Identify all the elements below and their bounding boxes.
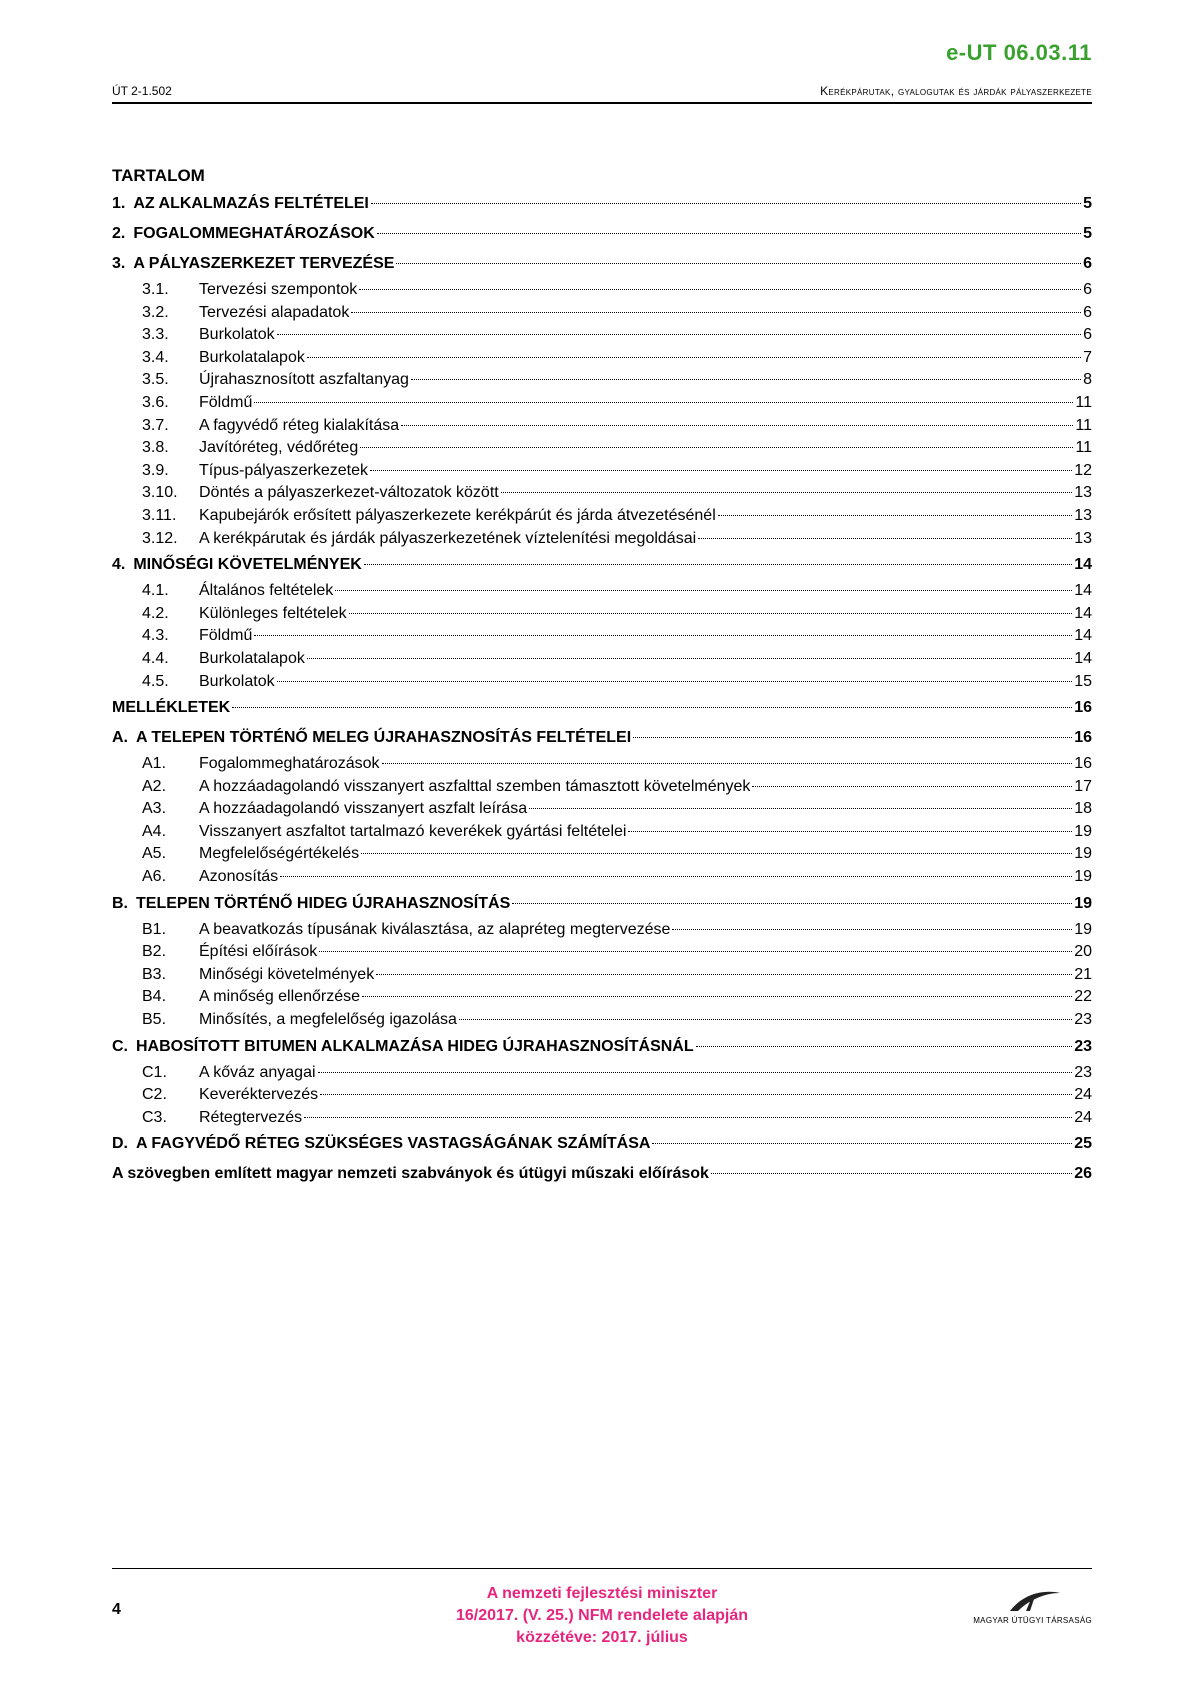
toc-subsection-entry[interactable] [112, 302, 1092, 325]
toc-dot-leader [501, 492, 1073, 493]
toc-entry-number: C1. [142, 1063, 167, 1081]
toc-entry-number: B2. [142, 943, 167, 961]
toc-entry-title: Földmű [199, 627, 253, 645]
table-of-contents [112, 163, 1092, 1189]
toc-dot-leader [370, 470, 1072, 471]
toc-entry-number: 3.12. [142, 529, 178, 547]
toc-entry-number: C. [112, 1037, 128, 1055]
toc-entry-page: 11 [1075, 439, 1092, 457]
toc-subsection-entry[interactable] [112, 625, 1092, 648]
toc-entry-title: Kapubejárók erősített pályaszerkezete kerékpárút és járda átvezetésénél [199, 506, 716, 524]
toc-entry-number: B5. [142, 1011, 167, 1029]
toc-section-entry[interactable] [112, 1159, 1092, 1189]
toc-section-entry[interactable] [112, 189, 1092, 219]
toc-dot-leader [254, 635, 1072, 636]
toc-entry-title: Visszanyert aszfaltot tartalmazó keverékek gyártási feltételei [199, 822, 627, 840]
toc-entry-number: A3. [142, 800, 167, 818]
toc-dot-leader [633, 737, 1072, 738]
toc-entry-page: 14 [1074, 649, 1092, 667]
toc-entry-page: 6 [1083, 326, 1092, 344]
toc-dot-leader [318, 1072, 1073, 1073]
toc-subsection-entry[interactable] [112, 392, 1092, 415]
toc-entry-number: 3.9. [142, 461, 169, 479]
toc-entry-page: 5 [1083, 225, 1092, 242]
header-document-title: Kerékpárutak, gyalogutak és járdák pályaszerkezete [820, 84, 1092, 98]
toc-entry-title: A hozzáadagolandó visszanyert aszfalttal szemben támasztott követelmények [199, 777, 751, 795]
toc-section-entry[interactable] [112, 723, 1092, 753]
toc-dot-leader [371, 203, 1081, 204]
toc-dot-leader [752, 786, 1072, 787]
toc-entry-title: Tervezési alapadatok [199, 303, 350, 321]
toc-entry-title: FOGALOMMEGHATÁROZÁSOK [133, 225, 375, 242]
toc-subsection-entry[interactable] [112, 866, 1092, 889]
toc-dot-leader [529, 808, 1072, 809]
toc-entry-title: Minőségi követelmények [199, 965, 375, 983]
toc-entry-title: Megfelelőségértékelés [199, 845, 360, 863]
toc-entry-page: 18 [1074, 800, 1092, 818]
toc-subsection-entry[interactable] [112, 1009, 1092, 1032]
toc-entry-title: A kőváz anyagai [199, 1063, 316, 1081]
toc-entry-page: 6 [1083, 255, 1092, 272]
toc-entry-title: A beavatkozás típusának kiválasztása, az alapréteg megtervezése [199, 920, 671, 938]
toc-dot-leader [351, 312, 1081, 313]
toc-entry-title: Döntés a pályaszerkezet-változatok között [199, 484, 499, 502]
toc-dot-leader [307, 658, 1072, 659]
toc-subsection-entry[interactable] [112, 324, 1092, 347]
toc-dot-leader [360, 447, 1073, 448]
toc-entry-title: Burkolatok [199, 326, 275, 344]
toc-dot-leader [459, 1019, 1072, 1020]
toc-dot-leader [411, 379, 1081, 380]
toc-entry-number: A2. [142, 777, 167, 795]
toc-entry-number: 3. [112, 255, 126, 272]
society-logo [942, 1585, 1092, 1625]
toc-subsection-entry[interactable] [112, 986, 1092, 1009]
toc-entry-title: MINŐSÉGI KÖVETELMÉNYEK [133, 556, 362, 574]
toc-subsection-entry[interactable] [112, 919, 1092, 942]
toc-entry-page: 23 [1074, 1037, 1092, 1055]
toc-dot-leader [698, 538, 1072, 539]
toc-dot-leader [401, 425, 1073, 426]
toc-entry-number: B3. [142, 965, 167, 983]
toc-title: TARTALOM [112, 166, 205, 185]
toc-section-entry[interactable] [112, 1032, 1092, 1062]
toc-entry-title: A fagyvédő réteg kialakítása [199, 416, 400, 434]
toc-entry-page: 15 [1074, 672, 1092, 690]
toc-entry-number: A. [112, 729, 128, 747]
toc-entry-title: Típus-pályaszerkezetek [199, 461, 368, 479]
toc-entry-number: A4. [142, 822, 167, 840]
toc-entry-number: 3.6. [142, 393, 169, 411]
toc-subsection-entry[interactable] [112, 964, 1092, 987]
toc-subsection-entry[interactable] [112, 1107, 1092, 1130]
logo-text: MAGYAR ÚTÜGYI TÁRSASÁG [973, 1616, 1092, 1625]
toc-entry-number: 3.8. [142, 439, 169, 457]
toc-entry-title: Általános feltételek [199, 582, 334, 600]
toc-entry-page: 14 [1074, 556, 1092, 574]
toc-entry-page: 12 [1074, 461, 1092, 479]
toc-dot-leader [362, 996, 1072, 997]
toc-entry-title: Burkolatalapok [199, 649, 305, 667]
toc-section-entry[interactable] [112, 1129, 1092, 1159]
toc-entry-title: Különleges feltételek [199, 604, 347, 622]
toc-entry-number: 3.11. [142, 506, 177, 524]
footer-line: A nemzeti fejlesztési miniszter [486, 1585, 718, 1602]
toc-subsection-entry[interactable] [112, 279, 1092, 302]
toc-entry-page: 24 [1074, 1086, 1092, 1104]
toc-entry-number: 3.10. [142, 484, 178, 502]
toc-dot-leader [382, 763, 1073, 764]
footer-line: közzétéve: 2017. július [516, 1629, 688, 1646]
toc-dot-leader [377, 233, 1081, 234]
toc-subsection-entry[interactable] [112, 843, 1092, 866]
toc-entry-page: 7 [1083, 348, 1092, 366]
toc-dot-leader [304, 1117, 1072, 1118]
toc-subsection-entry[interactable] [112, 505, 1092, 528]
toc-entry-number: 1. [112, 195, 126, 212]
header-standard-id: ÚT 2-1.502 [112, 84, 172, 98]
toc-section-entry[interactable] [112, 693, 1092, 723]
toc-subsection-entry[interactable] [112, 821, 1092, 844]
toc-subsection-entry[interactable] [112, 648, 1092, 671]
toc-entry-title: A hozzáadagolandó visszanyert aszfalt leírása [199, 800, 528, 818]
toc-entry-title: Rétegtervezés [199, 1108, 303, 1126]
toc-subsection-entry[interactable] [112, 671, 1092, 694]
toc-dot-leader [359, 289, 1081, 290]
toc-entry-title: A kerékpárutak és járdák pályaszerkezetének víztelenítési megoldásai [199, 529, 697, 547]
toc-subsection-entry[interactable] [112, 753, 1092, 776]
toc-entry-number: A6. [142, 868, 167, 886]
toc-entry-page: 16 [1074, 755, 1092, 773]
toc-entry-page: 6 [1083, 281, 1092, 298]
toc-entry-title: Javítóréteg, védőréteg [199, 439, 359, 457]
road-swoosh-icon [942, 1585, 1092, 1615]
toc-entry-page: 24 [1074, 1108, 1092, 1126]
toc-entry-page: 23 [1074, 1063, 1092, 1081]
toc-entry-page: 16 [1074, 699, 1092, 717]
toc-subsection-entry[interactable] [112, 460, 1092, 483]
toc-dot-leader [277, 334, 1082, 335]
toc-dot-leader [652, 1143, 1072, 1144]
toc-entry-title: MELLÉKLETEK [112, 699, 231, 717]
toc-entry-title: Burkolatalapok [199, 348, 305, 366]
toc-dot-leader [307, 357, 1081, 358]
page-footer [112, 1568, 1092, 1659]
toc-entry-title: Tervezési szempontok [199, 281, 358, 298]
toc-dot-leader [232, 707, 1072, 708]
toc-subsection-entry[interactable] [112, 437, 1092, 460]
toc-entry-page: 26 [1074, 1165, 1092, 1183]
toc-entry-page: 13 [1074, 506, 1092, 524]
toc-entry-title: Minősítés, a megfelelőség igazolása [199, 1011, 457, 1029]
toc-dot-leader [361, 853, 1072, 854]
toc-entry-number: 3.2. [142, 303, 169, 321]
toc-entry-page: 13 [1074, 484, 1092, 502]
toc-section-entry[interactable] [112, 889, 1092, 919]
toc-dot-leader [696, 1046, 1073, 1047]
toc-entry-title: Azonosítás [199, 868, 279, 886]
toc-dot-leader [711, 1173, 1072, 1174]
toc-entry-number: A1. [142, 755, 167, 773]
toc-entry-title: HABOSÍTOTT BITUMEN ALKALMAZÁSA HIDEG ÚJRAHASZNOSÍTÁSNÁL [136, 1037, 694, 1055]
toc-entry-page: 5 [1083, 195, 1092, 212]
toc-entry-title: A minőség ellenőrzése [199, 988, 360, 1006]
toc-subsection-entry[interactable] [112, 1062, 1092, 1085]
page-header [112, 84, 1092, 104]
toc-entry-number: C2. [142, 1086, 167, 1104]
toc-entry-number: 4.2. [142, 604, 169, 622]
toc-subsection-entry[interactable] [112, 1084, 1092, 1107]
toc-dot-leader [280, 876, 1072, 877]
toc-subsection-entry[interactable] [112, 580, 1092, 603]
toc-dot-leader [512, 903, 1072, 904]
toc-entry-number: 4.1. [142, 582, 169, 600]
toc-entry-number: 4.5. [142, 672, 169, 690]
toc-entry-page: 21 [1074, 965, 1092, 983]
toc-subsection-entry[interactable] [112, 603, 1092, 626]
toc-entry-title: A szövegben említett magyar nemzeti szabványok és útügyi műszaki előírások [112, 1165, 709, 1183]
toc-section-entry[interactable] [112, 249, 1092, 279]
toc-entry-title: Burkolatok [199, 672, 275, 690]
toc-entry-number: B. [112, 894, 128, 912]
toc-entry-title: AZ ALKALMAZÁS FELTÉTELEI [133, 195, 369, 212]
toc-entry-number: 2. [112, 225, 126, 242]
toc-entry-page: 25 [1074, 1135, 1092, 1153]
toc-entry-number: 4.3. [142, 627, 169, 645]
toc-entry-page: 23 [1074, 1011, 1092, 1029]
toc-dot-leader [396, 263, 1081, 264]
toc-entry-number: B1. [142, 920, 167, 938]
toc-entry-page: 13 [1074, 529, 1092, 547]
toc-entry-number: 3.3. [142, 326, 169, 344]
toc-dot-leader [364, 564, 1072, 565]
toc-entry-page: 8 [1083, 371, 1092, 389]
toc-subsection-entry[interactable] [112, 347, 1092, 370]
toc-dot-leader [672, 929, 1072, 930]
toc-dot-leader [376, 974, 1072, 975]
toc-entry-number: 3.4. [142, 348, 169, 366]
toc-subsection-entry[interactable] [112, 941, 1092, 964]
toc-dot-leader [349, 613, 1073, 614]
toc-entry-title: A FAGYVÉDŐ RÉTEG SZÜKSÉGES VASTAGSÁGÁNAK SZÁMÍTÁSA [136, 1135, 651, 1153]
toc-subsection-entry[interactable] [112, 369, 1092, 392]
toc-entry-page: 19 [1074, 920, 1092, 938]
toc-dot-leader [335, 590, 1072, 591]
toc-entry-title: Földmű [199, 393, 253, 411]
toc-subsection-entry[interactable] [112, 482, 1092, 505]
page-number: 4 [112, 1601, 121, 1618]
toc-entry-page: 19 [1074, 845, 1092, 863]
toc-subsection-entry[interactable] [112, 528, 1092, 551]
toc-entry-page: 17 [1074, 777, 1092, 795]
toc-entry-title: A PÁLYASZERKEZET TERVEZÉSE [133, 255, 395, 272]
toc-entry-number: D. [112, 1135, 128, 1153]
toc-entry-page: 6 [1083, 303, 1092, 321]
toc-dot-leader [254, 402, 1073, 403]
toc-entry-page: 19 [1074, 868, 1092, 886]
toc-entry-number: 3.5. [142, 371, 169, 389]
toc-entry-number: C3. [142, 1108, 167, 1126]
toc-entry-number: 3.1. [142, 281, 169, 298]
toc-entry-title: Keveréktervezés [199, 1086, 319, 1104]
toc-entry-number: B4. [142, 988, 167, 1006]
toc-entry-page: 14 [1074, 582, 1092, 600]
toc-subsection-entry[interactable] [112, 776, 1092, 799]
toc-entry-title: Fogalommeghatározások [199, 755, 380, 773]
toc-entry-page: 20 [1074, 943, 1092, 961]
footer-line: 16/2017. (V. 25.) NFM rendelete alapján [456, 1607, 748, 1624]
toc-entry-title: TELEPEN TÖRTÉNŐ HIDEG ÚJRAHASZNOSÍTÁS [136, 894, 511, 912]
toc-entry-number: 3.7. [142, 416, 169, 434]
toc-dot-leader [718, 515, 1072, 516]
toc-entry-page: 19 [1074, 822, 1092, 840]
toc-dot-leader [319, 951, 1072, 952]
toc-entry-page: 14 [1074, 604, 1092, 622]
toc-list [112, 189, 1092, 1189]
toc-section-entry[interactable] [112, 550, 1092, 580]
toc-entry-title: A TELEPEN TÖRTÉNŐ MELEG ÚJRAHASZNOSÍTÁS FELTÉTELEI [136, 729, 632, 747]
toc-entry-number: 4.4. [142, 649, 169, 667]
toc-dot-leader [628, 831, 1072, 832]
toc-entry-page: 22 [1074, 988, 1092, 1006]
toc-entry-number: 4. [112, 556, 126, 574]
toc-dot-leader [277, 681, 1073, 682]
toc-entry-page: 16 [1074, 729, 1092, 747]
toc-entry-title: Építési előírások [199, 943, 318, 961]
toc-entry-number: A5. [142, 845, 167, 863]
toc-section-entry[interactable] [112, 219, 1092, 249]
toc-subsection-entry[interactable] [112, 415, 1092, 438]
toc-entry-page: 14 [1074, 627, 1092, 645]
toc-subsection-entry[interactable] [112, 798, 1092, 821]
toc-dot-leader [320, 1094, 1072, 1095]
toc-entry-title: Újrahasznosított aszfaltanyag [199, 371, 409, 389]
toc-entry-page: 19 [1074, 894, 1092, 912]
toc-entry-page: 11 [1075, 393, 1092, 411]
toc-entry-page: 11 [1075, 416, 1092, 434]
document-code: e-UT 06.03.11 [946, 40, 1092, 65]
